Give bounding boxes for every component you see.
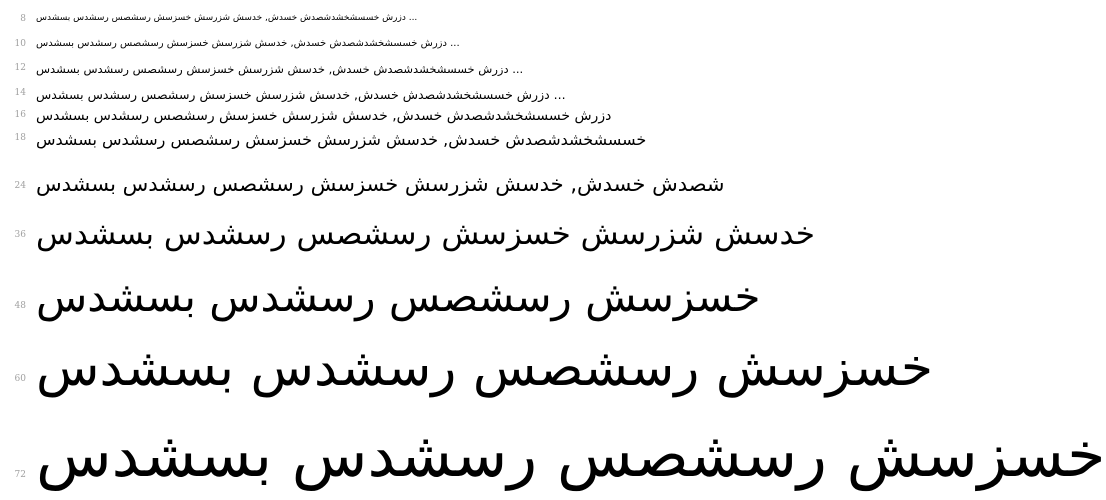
sample-row-24	[0, 172, 725, 208]
font-size-label: 12	[14, 63, 26, 73]
sample-row-18	[0, 130, 650, 154]
font-size-label: 36	[14, 230, 26, 240]
sample-text: سدشسب سدشسر سصشسر شسزسخ شسرزش شسدخ ,شدسخ شدصشدشخشسسخ شرزد ...	[36, 38, 460, 49]
sample-row-8	[0, 12, 650, 26]
sample-row-48	[0, 272, 761, 338]
sample-row-14	[0, 86, 650, 106]
sample-text: سدشسب سدشسر سصشسر شسزسخ شسرزش شسدخ ,شدسخ شدصشدشخشسسخ شرزد	[36, 108, 612, 124]
font-size-label: 48	[14, 301, 26, 311]
sample-row-60	[0, 338, 933, 418]
sample-row-36	[0, 216, 815, 270]
font-size-label: 8	[20, 14, 26, 24]
sample-text: سدشسب سدشسر سصشسر شسزسخ	[36, 272, 761, 321]
sample-text: سدشسب سدشسر سصشسر شسزسخ	[36, 418, 1106, 491]
font-size-label: 16	[14, 110, 26, 120]
sample-row-12	[0, 61, 650, 79]
font-size-label: 24	[14, 181, 26, 191]
sample-text: سدشسب سدشسر سصشسر شسزسخ شسرزش شسدخ ,شدسخ شدصشدشخشسسخ شرزد ...	[36, 13, 418, 23]
font-size-label: 10	[14, 39, 26, 49]
sample-row-72	[0, 418, 1106, 500]
font-size-label: 14	[14, 88, 26, 98]
sample-text: سدشسب سدشسر سصشسر شسزسخ شسرزش شسدخ	[36, 216, 815, 252]
sample-row-10	[0, 37, 650, 53]
sample-row-16	[0, 108, 650, 130]
sample-text: سدشسب سدشسر سصشسر شسزسخ	[36, 338, 933, 398]
font-size-label: 72	[14, 470, 26, 480]
sample-text: سدشسب سدشسر سصشسر شسزسخ شسرزش شسدخ ,شدسخ شدصش	[36, 172, 725, 196]
sample-text: سدشسب سدشسر سصشسر شسزسخ شسرزش شسدخ ,شدسخ شدصشدشخشسسخ	[36, 130, 647, 149]
font-size-label: 18	[14, 133, 26, 143]
font-size-label: 60	[14, 374, 26, 384]
sample-text: سدشسب سدشسر سصشسر شسزسخ شسرزش شسدخ ,شدسخ شدصشدشخشسسخ شرزد ...	[36, 87, 566, 102]
sample-text: سدشسب سدشسر سصشسر شسزسخ شسرزش شسدخ ,شدسخ شدصشدشخشسسخ شرزد ...	[36, 62, 524, 76]
